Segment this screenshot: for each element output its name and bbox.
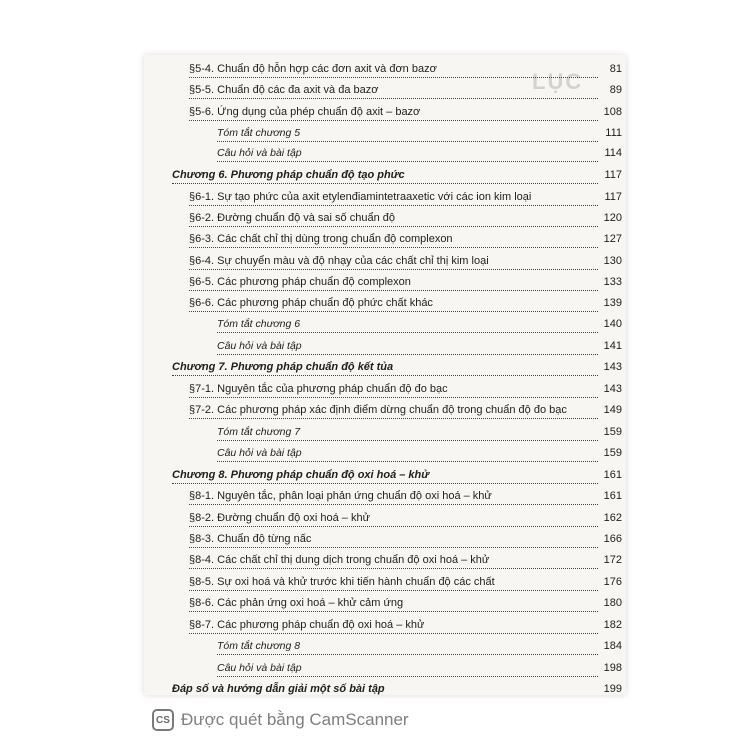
toc-entry-title: Câu hỏi và bài tập	[217, 661, 598, 677]
toc-entry-title: §6-3. Các chất chỉ thị dùng trong chuẩn độ complexon	[189, 232, 598, 248]
toc-entry-title: §8-4. Các chất chỉ thị dung dịch trong chuẩn độ oxi hoá – khử	[189, 553, 598, 569]
toc-entry-title: §6-6. Các phương pháp chuẩn độ phức chất khác	[189, 296, 598, 312]
toc-entry	[144, 251, 626, 271]
toc-entry	[144, 208, 626, 228]
toc-entry	[144, 272, 626, 292]
toc-entry-page: 139	[603, 297, 622, 309]
toc-entry-page: 184	[603, 640, 622, 652]
toc-entry-title: §8-3. Chuẩn độ từng nấc	[189, 532, 598, 548]
toc-entry-page: 162	[603, 512, 622, 524]
toc-entry-title: Câu hỏi và bài tập	[217, 146, 598, 162]
toc-entry-title: §8-2. Đường chuẩn độ oxi hoá – khử	[189, 511, 598, 527]
toc-entry-title: Câu hỏi và bài tập	[217, 446, 598, 462]
toc-entry-page: 143	[603, 383, 622, 395]
toc-entry-page: 89	[609, 84, 622, 96]
toc-entry	[144, 123, 626, 143]
toc-entry-page: 117	[604, 169, 622, 181]
toc-entry-page: 143	[603, 361, 622, 373]
toc-entry	[144, 486, 626, 506]
toc-entry-title: §6-5. Các phương pháp chuẩn độ complexon	[189, 275, 598, 291]
toc-entry	[144, 293, 626, 313]
toc-entry-title: Chương 8. Phương pháp chuẩn độ oxi hoá – khử	[172, 468, 598, 484]
toc-entry-page: 120	[603, 212, 622, 224]
toc-entry-title: §6-2. Đường chuẩn độ và sai số chuẩn độ	[189, 211, 598, 227]
toc-entry-title: §8-5. Sự oxi hoá và khử trước khi tiến hành chuẩn độ các chất	[189, 575, 598, 591]
toc-entry	[144, 465, 626, 485]
toc-entry	[144, 379, 626, 399]
toc-entry-page: 114	[604, 147, 622, 159]
toc-entry-page: 199	[603, 683, 622, 695]
toc-entry	[144, 357, 626, 377]
toc-entry-title: Câu hỏi và bài tập	[217, 339, 598, 355]
toc-entry-title: §5-6. Ứng dụng của phép chuẩn độ axit – bazơ	[189, 105, 598, 121]
toc-entry-page: 180	[603, 597, 622, 609]
toc-entry-page: 149	[603, 404, 622, 416]
toc-entry	[144, 550, 626, 570]
toc-entry-page: 140	[603, 318, 622, 330]
toc-entry	[144, 443, 626, 463]
camscanner-watermark	[152, 707, 409, 733]
toc-entry	[144, 314, 626, 334]
toc-entry-page: 159	[603, 447, 622, 459]
toc-entry-page: 198	[603, 662, 622, 674]
toc-entry-page: 117	[604, 191, 622, 203]
toc-entry-page: 111	[605, 127, 622, 139]
toc-entry-page: 161	[603, 490, 622, 502]
toc-entry	[144, 400, 626, 420]
toc-entry	[144, 658, 626, 678]
toc-entry-page: 127	[603, 233, 622, 245]
toc-entry-page: 172	[603, 554, 622, 566]
toc-entry	[144, 508, 626, 528]
toc-entry-title: §7-1. Nguyên tắc của phương pháp chuẩn độ đo bạc	[189, 382, 598, 398]
scanned-page	[144, 55, 626, 695]
toc-entry-title: §5-4. Chuẩn độ hỗn hợp các đơn axit và đơn bazơ	[189, 62, 598, 78]
table-of-contents	[144, 55, 626, 695]
toc-entry-page: 176	[603, 576, 622, 588]
camscanner-text: Được quét bằng CamScanner	[181, 710, 409, 729]
toc-entry-title: §7-2. Các phương pháp xác định điểm dừng chuẩn độ trong chuẩn độ đo bạc	[189, 403, 598, 419]
toc-entry-title: Tóm tắt chương 7	[217, 425, 598, 441]
toc-entry	[144, 229, 626, 249]
toc-entry	[144, 102, 626, 122]
toc-entry	[144, 636, 626, 656]
toc-entry-title: Đáp số và hướng dẫn giải một số bài tập	[172, 682, 598, 695]
toc-entry	[144, 572, 626, 592]
toc-entry	[144, 187, 626, 207]
bleed-through-heading: LỤC	[532, 69, 584, 94]
toc-entry	[144, 615, 626, 635]
toc-entry	[144, 165, 626, 185]
toc-entry-page: 130	[603, 255, 622, 267]
toc-entry-title: §6-4. Sự chuyển màu và độ nhạy của các chất chỉ thị kim loại	[189, 254, 598, 270]
toc-entry-page: 166	[603, 533, 622, 545]
toc-entry	[144, 59, 626, 79]
toc-entry	[144, 336, 626, 356]
toc-entry	[144, 422, 626, 442]
toc-entry	[144, 593, 626, 613]
toc-entry-page: 141	[603, 340, 622, 352]
toc-entry-title: Tóm tắt chương 5	[217, 126, 598, 142]
toc-entry-page: 108	[603, 106, 622, 118]
toc-entry-title: Chương 7. Phương pháp chuẩn độ kết tủa	[172, 360, 598, 376]
toc-entry-page: 182	[603, 619, 622, 631]
toc-entry	[144, 679, 626, 695]
toc-entry-page: 161	[603, 469, 622, 481]
toc-entry-title: §8-6. Các phản ứng oxi hoá – khử cảm ứng	[189, 596, 598, 612]
toc-entry-title: Tóm tắt chương 6	[217, 317, 598, 333]
toc-entry-page: 159	[603, 426, 622, 438]
toc-entry	[144, 529, 626, 549]
toc-entry-title: Tóm tắt chương 8	[217, 639, 598, 655]
toc-entry-title: §8-1. Nguyên tắc, phân loại phản ứng chuẩn độ oxi hoá – khử	[189, 489, 598, 505]
toc-entry-title: §5-5. Chuẩn độ các đa axit và đa bazơ	[189, 83, 598, 99]
toc-entry-page: 133	[603, 276, 622, 288]
toc-entry-title: Chương 6. Phương pháp chuẩn độ tạo phức	[172, 168, 598, 184]
toc-entry	[144, 80, 626, 100]
toc-entry-title: §6-1. Sự tạo phức của axit etylenđiamintetraaxetic với các ion kim loại	[189, 190, 598, 206]
toc-entry-title: §8-7. Các phương pháp chuẩn độ oxi hoá – khử	[189, 618, 598, 634]
camscanner-logo-icon: CS	[152, 709, 174, 731]
toc-entry	[144, 143, 626, 163]
toc-entry-page: 81	[609, 63, 622, 75]
